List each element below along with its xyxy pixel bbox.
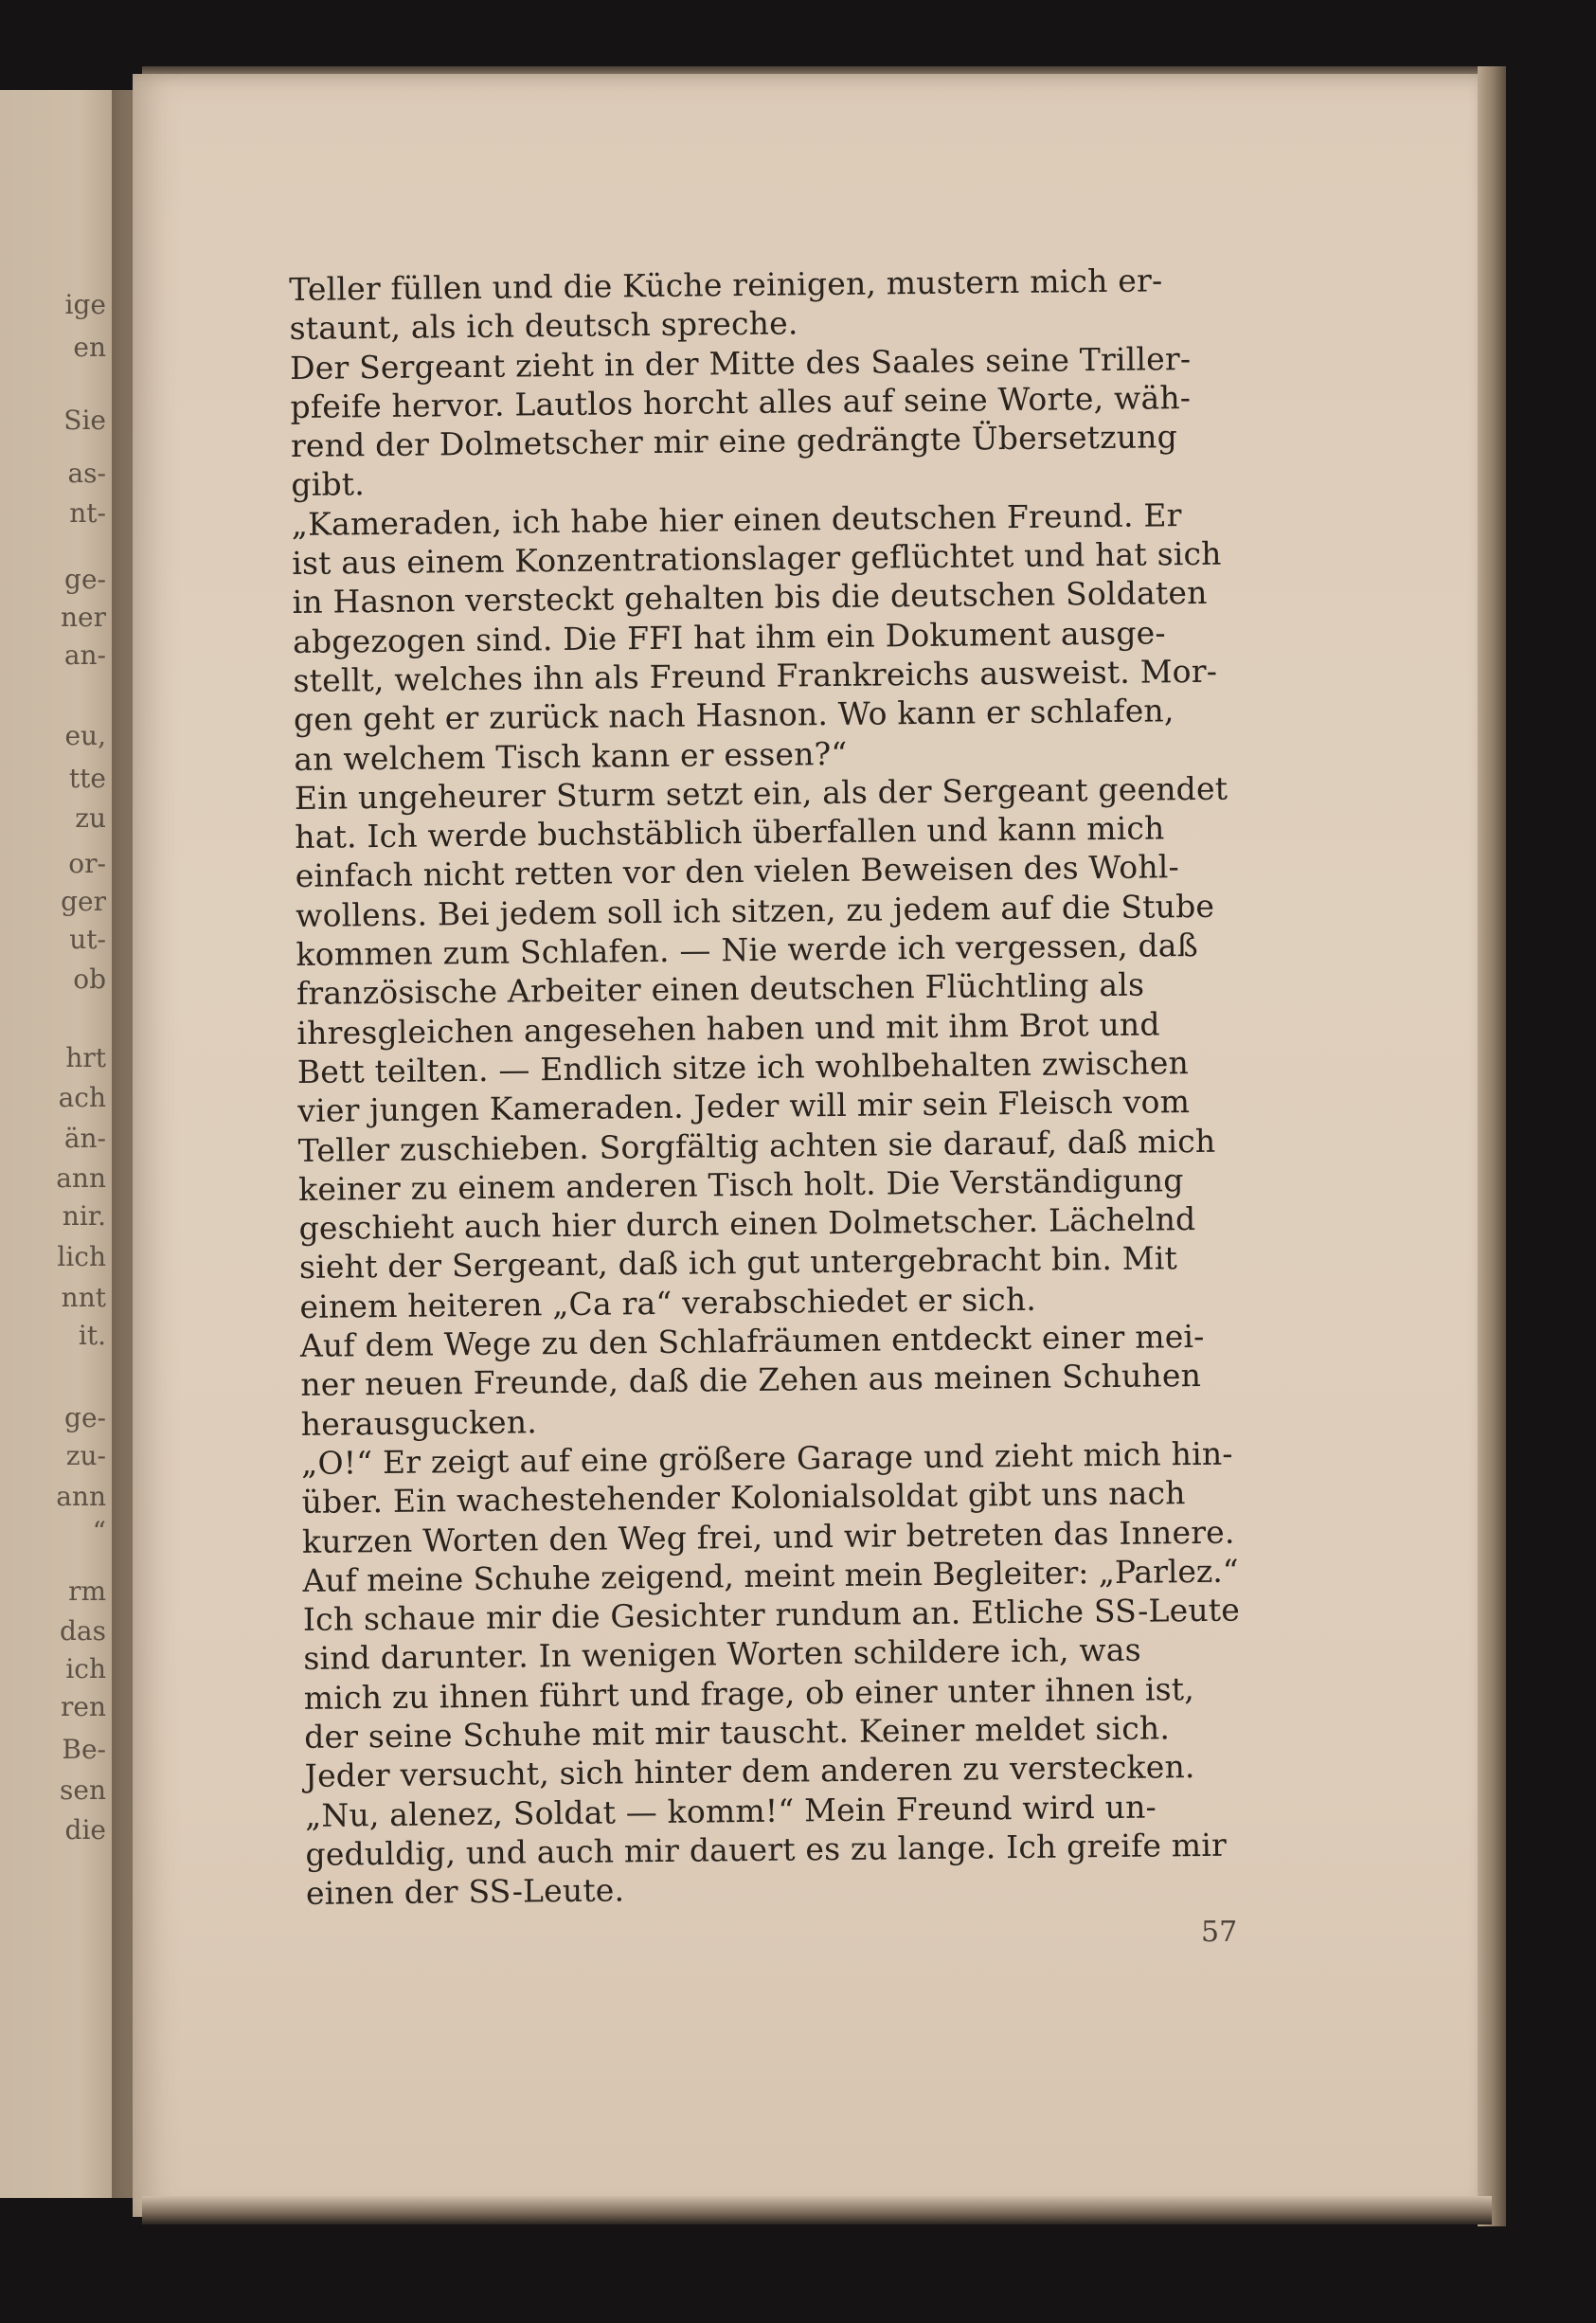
- page-number: 57: [1201, 1916, 1238, 1949]
- text-line: ist aus einem Konzentrationslager geflüchtet und hat sich: [292, 534, 1222, 583]
- text-line: „O!“ Er zeigt auf eine größere Garage und zieht mich hin-: [300, 1434, 1233, 1482]
- left-page-fragment: ann: [56, 1481, 106, 1512]
- left-page-fragment: ich: [65, 1653, 106, 1684]
- left-page-fragment: zu-: [65, 1440, 106, 1471]
- text-line: über. Ein wachestehender Kolonialsoldat gibt uns nach: [301, 1474, 1186, 1522]
- left-page-fragment: nir.: [62, 1200, 106, 1232]
- left-page-fragment: en: [73, 332, 106, 363]
- left-page-fragment: ge-: [64, 1402, 106, 1433]
- left-page-fragment: rm: [68, 1576, 106, 1607]
- left-page-fragment: ge-: [64, 564, 106, 595]
- text-line: mich zu ihnen führt und frage, ob einer unter ihnen ist,: [303, 1669, 1195, 1717]
- left-page-fragment: as-: [67, 458, 106, 489]
- text-line: an welchem Tisch kann er essen?“: [294, 734, 848, 778]
- left-page-fragment: Be-: [62, 1734, 106, 1765]
- left-page-fragment: ren: [61, 1691, 106, 1722]
- text-line: der seine Schuhe mit mir tauscht. Keiner meldet sich.: [304, 1709, 1171, 1756]
- text-line: rend der Dolmetscher mir eine gedrängte Übersetzung: [290, 418, 1178, 465]
- text-line: Auf meine Schuhe zeigend, meint mein Begleiter: „Parlez.“: [302, 1552, 1239, 1599]
- text-line: Ich schaue mir die Gesichter rundum an. Etliche SS-Leute: [302, 1591, 1241, 1639]
- text-line: in Hasnon versteckt gehalten bis die deutschen Soldaten: [292, 574, 1208, 621]
- page-body-text: [289, 261, 1253, 1914]
- left-page-fragment: lich: [57, 1241, 106, 1272]
- left-page-fragment: tte: [68, 763, 106, 794]
- text-line: wollens. Bei jedem soll ich sitzen, zu jedem auf die Stube: [295, 887, 1215, 934]
- left-page-fragment: “: [92, 1516, 106, 1547]
- page-right-edge: [1478, 66, 1506, 2226]
- left-page-text-fragments: [0, 90, 114, 2198]
- text-line: Teller füllen und die Küche reinigen, mustern mich er-: [289, 261, 1163, 308]
- left-page-fragment: die: [64, 1814, 106, 1846]
- text-line: sind darunter. In wenigen Worten schildere ich, was: [303, 1631, 1142, 1678]
- text-line: abgezogen sind. Die FFI hat ihm ein Dokument ausge-: [292, 613, 1166, 660]
- left-page-fragment: ob: [73, 963, 106, 995]
- left-page-fragment: ige: [64, 289, 106, 320]
- left-page-fragment: or-: [68, 848, 106, 879]
- text-line: „Nu, alenez, Soldat — komm!“ Mein Freund wird un-: [304, 1788, 1157, 1834]
- text-line: ner neuen Freunde, daß die Zehen aus meinen Schuhen: [300, 1357, 1202, 1404]
- text-line: französische Arbeiter einen deutschen Flüchtling als: [296, 965, 1145, 1013]
- left-page-fragment: ner: [61, 602, 106, 633]
- text-line: vier jungen Kameraden. Jeder will mir sein Fleisch vom: [297, 1083, 1191, 1130]
- text-line: „Kameraden, ich habe hier einen deutschen Freund. Er: [291, 495, 1182, 543]
- text-line: stellt, welches ihn als Freund Frankreichs ausweist. Mor-: [293, 652, 1218, 699]
- left-page-fragment: ger: [61, 886, 106, 917]
- text-line: Bett teilten. — Endlich sitze ich wohlbehalten zwischen: [296, 1044, 1190, 1090]
- text-line: einem heiteren „Ca ra“ verabschiedet er sich.: [299, 1280, 1037, 1325]
- text-line: Auf dem Wege zu den Schlafräumen entdeckt einer mei-: [299, 1317, 1205, 1364]
- page-bottom-edge: [142, 2196, 1492, 2224]
- left-page-fragment: nnt: [61, 1282, 106, 1313]
- text-line: ihresgleichen angesehen haben und mit ihm Brot und: [296, 1005, 1160, 1052]
- text-line: kurzen Worten den Weg frei, und wir betreten das Innere.: [301, 1513, 1235, 1560]
- left-page-fragment: Sie: [63, 405, 106, 436]
- left-page-fragment: das: [60, 1615, 106, 1647]
- text-line: Ein ungeheurer Sturm setzt ein, als der Sergeant geendet: [294, 769, 1228, 817]
- left-page-fragment: hrt: [65, 1042, 106, 1073]
- text-line: Jeder versucht, sich hinter dem anderen zu verstecken.: [304, 1748, 1195, 1795]
- text-line: kommen zum Schlafen. — Nie werde ich vergessen, daß: [296, 927, 1199, 974]
- text-line: sieht der Sergeant, daß ich gut untergebracht bin. Mit: [298, 1239, 1178, 1287]
- text-line: hat. Ich werde buchstäblich überfallen und kann mich: [295, 809, 1165, 856]
- left-page-fragment: ach: [58, 1082, 106, 1113]
- text-line: Der Sergeant zieht in der Mitte des Saales seine Triller-: [289, 339, 1192, 387]
- left-page-fragment: eu,: [64, 720, 106, 751]
- left-page-fragment: ut-: [69, 924, 106, 955]
- left-page-fragment: än-: [63, 1123, 106, 1154]
- text-line: gen geht er zurück nach Hasnon. Wo kann er schlafen,: [293, 692, 1175, 739]
- left-page-fragment: sen: [60, 1774, 106, 1806]
- left-page-fragment: nt-: [69, 497, 106, 529]
- text-line: einfach nicht retten vor den vielen Beweisen des Wohl-: [295, 848, 1180, 895]
- left-page-fragment: ann: [56, 1162, 106, 1194]
- text-line: einen der SS-Leute.: [305, 1871, 625, 1913]
- text-line: gibt.: [291, 465, 366, 504]
- text-line: herausgucken.: [300, 1402, 538, 1443]
- text-line: geschieht auch hier durch einen Dolmetscher. Lächelnd: [298, 1200, 1196, 1248]
- text-line: Teller zuschieben. Sorgfältig achten sie darauf, daß mich: [297, 1122, 1216, 1169]
- text-line: pfeife hervor. Lautlos horcht alles auf seine Worte, wäh-: [290, 378, 1192, 425]
- text-line: staunt, als ich deutsch spreche.: [289, 304, 798, 348]
- left-page-fragment: zu: [75, 802, 106, 834]
- text-line: geduldig, und auch mir dauert es zu lange. Ich greife mir: [305, 1826, 1228, 1873]
- left-page-fragment: an-: [63, 639, 106, 671]
- left-page-fragment: it.: [78, 1320, 106, 1351]
- text-line: keiner zu einem anderen Tisch holt. Die Verständigung: [297, 1161, 1184, 1208]
